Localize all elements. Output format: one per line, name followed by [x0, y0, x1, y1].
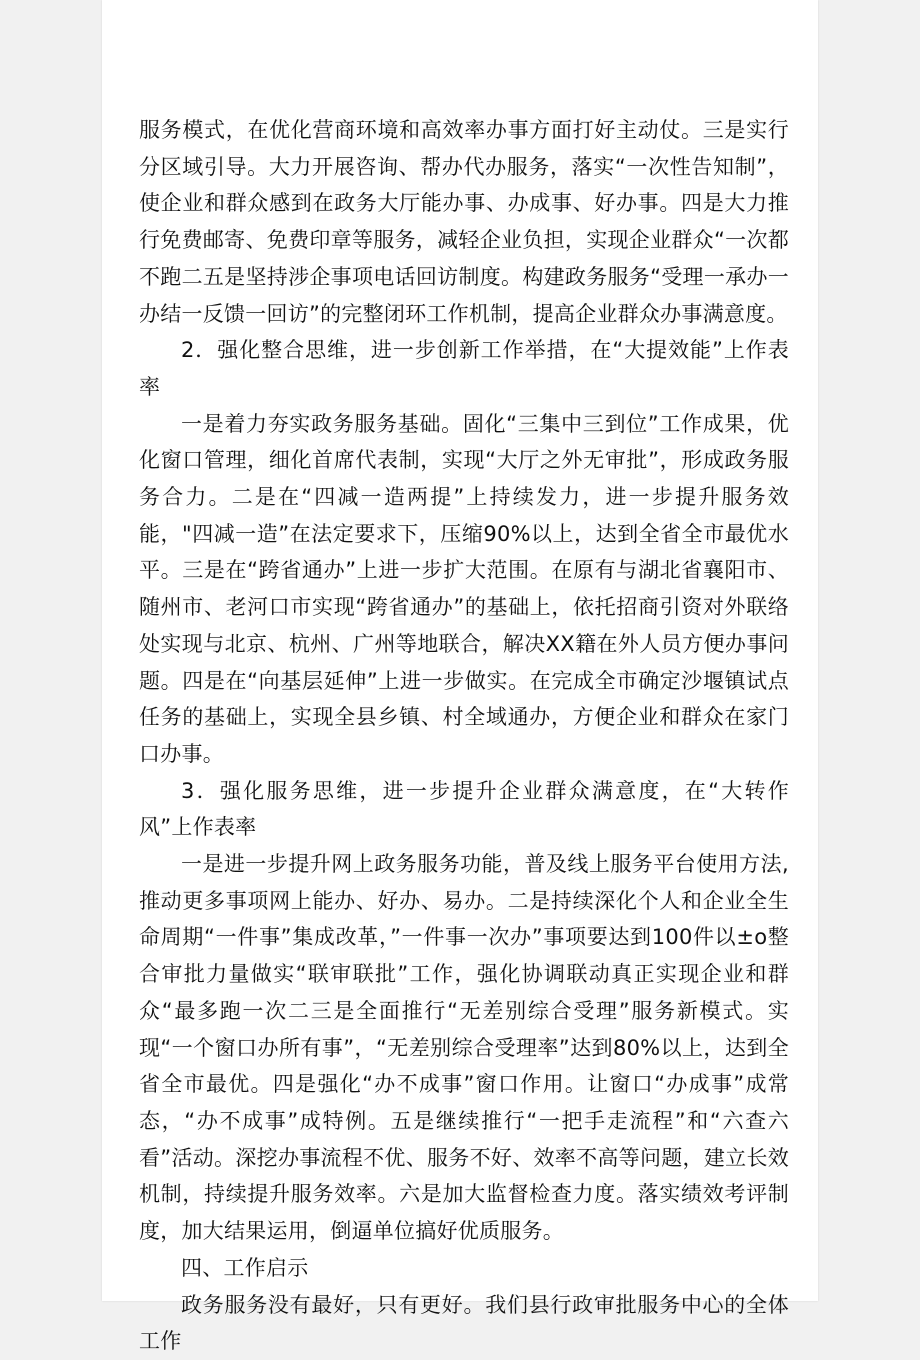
- document-page: [102, 0, 818, 1354]
- paragraph-insight: 政务服务没有最好，只有更好。我们县行政审批服务中心的全体工作: [139, 1292, 789, 1354]
- paragraph-satisfaction: 一是进一步提升网上政务服务功能，普及线上服务平台使用方法,推动更多事项网上能办、好办、易办。二是持续深化个人和企业全生命周期“一件事”集成改革，”一件事一次办”事项要达到100件以±o整合审批力量做实“联审联批”工作，强化协调联动真正实现企业和群众“最多跑一次二三是全面推行“无差别综合受理”服务新模式。实现“一个窗口办所有事”，“无差别综合受理率”达到80%以上，达到全省全市最优。四是强化“办不成事”窗口作用。让窗口“办成事”成常态，“办不成事”成特例。五是继续推行“一把手走流程”和“六查六看”活动。深挖办事流程不优、服务不好、效率不高等问题，建立长效机制，持续提升服务效率。六是加大监督检查力度。落实绩效考评制度，加大结果运用，倒逼单位搞好优质服务。: [139, 852, 789, 1244]
- paragraph-efficiency: 一是着力夯实政务服务基础。固化“三集中三到位”工作成果，优化窗口管理，细化首席代表制，实现“大厅之外无审批”，形成政务服务合力。二是在“四减一造两提”上持续发力，进一步提升服务效能，"四减一造”在法定要求下，压缩90%以上，达到全省全市最优水平。三是在“跨省通办”上进一步扩大范围。在原有与湖北省襄阳市、随州市、老河口市实现“跨省通办”的基础上，依托招商引资对外联络处实现与北京、杭州、广州等地联合，解决XX籍在外人员方便办事问题。四是在“向基层延伸”上进一步做实。在完成全市确定沙堰镇试点任务的基础上，实现全县乡镇、村全域通办，方便企业和群众在家门口办事。: [139, 411, 789, 766]
- section-heading-4: 四、工作启示: [181, 1255, 309, 1280]
- paragraph-service-mode: 服务模式，在优化营商环境和高效率办事方面打好主动仗。三是实行分区域引导。大力开展咨询、帮办代办服务，落实“一次性告知制”，使企业和群众感到在政务大厅能办事、办成事、好办事。四是大力推行免费邮寄、免费印章等服务，减轻企业负担，实现企业群众“一次都不跑二五是坚持涉企事项电话回访制度。构建政务服务“受理一承办一办结一反馈一回访”的完整闭环工作机制，提高企业群众办事满意度。: [139, 118, 789, 326]
- document-body: [139, 112, 789, 1360]
- section-heading-3: 3．强化服务思维，进一步提升企业群众满意度，在“大转作风”上作表率: [139, 778, 789, 840]
- section-heading-2: 2．强化整合思维，进一步创新工作举措，在“大提效能”上作表率: [139, 338, 789, 399]
